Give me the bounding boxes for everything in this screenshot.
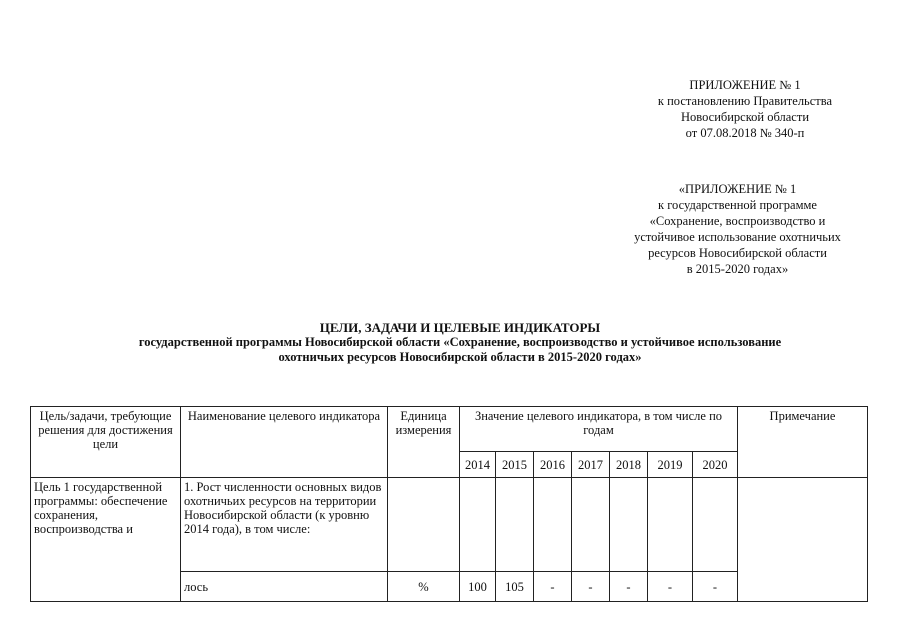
indicator-cell: 1. Рост численности основных видов охотничьих ресурсов на территории Новосибирской области (к уровню 2014 года), в том числе: (181, 478, 388, 572)
program-appendix-header (560, 181, 905, 277)
value-cell: - (693, 572, 738, 602)
program-appendix-line: в 2015-2020 годах» (686, 262, 789, 276)
value-cell (693, 478, 738, 572)
value-cell (534, 478, 572, 572)
year-header: 2019 (648, 452, 693, 478)
value-cell (572, 478, 610, 572)
value-cell (496, 478, 534, 572)
value-cell: - (610, 572, 648, 602)
header-values: Значение целевого индикатора, в том числе по годам (460, 407, 738, 452)
value-cell (610, 478, 648, 572)
unit-cell (388, 478, 460, 572)
value-cell: - (572, 572, 610, 602)
program-appendix-line: ресурсов Новосибирской области (648, 246, 827, 260)
title-line: охотничьих ресурсов Новосибирской области в 2015-2020 годах» (278, 350, 642, 364)
value-cell (460, 478, 496, 572)
year-header: 2014 (460, 452, 496, 478)
year-header: 2015 (496, 452, 534, 478)
appendix-line: к постановлению Правительства (657, 94, 833, 108)
goal-cell: Цель 1 государственной программы: обеспечение сохранения, воспроизводства и (31, 478, 181, 602)
program-appendix-line: «ПРИЛОЖЕНИЕ № 1 (678, 182, 797, 196)
header-unit: Единица измерения (388, 407, 460, 478)
year-header: 2016 (534, 452, 572, 478)
unit-cell: % (388, 572, 460, 602)
year-header: 2020 (693, 452, 738, 478)
title-main: ЦЕЛИ, ЗАДАЧИ И ЦЕЛЕВЫЕ ИНДИКАТОРЫ (319, 320, 601, 335)
value-cell: - (648, 572, 693, 602)
header-goal: Цель/задачи, требующие решения для достижения цели (31, 407, 181, 478)
header-indicator: Наименование целевого индикатора (181, 407, 388, 478)
appendix-line: Новосибирской области (680, 110, 810, 124)
title-line: государственной программы Новосибирской области «Сохранение, воспроизводство и устойчивое использование (138, 335, 782, 349)
appendix-header (600, 77, 890, 141)
header-note: Примечание (738, 407, 868, 478)
value-cell: 105 (496, 572, 534, 602)
value-cell: - (534, 572, 572, 602)
indicator-cell: лось (181, 572, 388, 602)
table-row (31, 478, 868, 572)
year-header: 2017 (572, 452, 610, 478)
year-header: 2018 (610, 452, 648, 478)
appendix-line: от 07.08.2018 № 340-п (685, 126, 805, 140)
program-appendix-line: «Сохранение, воспроизводство и (649, 214, 826, 228)
value-cell (648, 478, 693, 572)
value-cell: 100 (460, 572, 496, 602)
note-cell (738, 478, 868, 602)
indicators-table (30, 406, 868, 602)
program-appendix-line: к государственной программе (658, 198, 817, 212)
program-appendix-line: устойчивое использование охотничьих (634, 230, 841, 244)
appendix-line: ПРИЛОЖЕНИЕ № 1 (689, 78, 801, 92)
document-title (20, 320, 900, 365)
